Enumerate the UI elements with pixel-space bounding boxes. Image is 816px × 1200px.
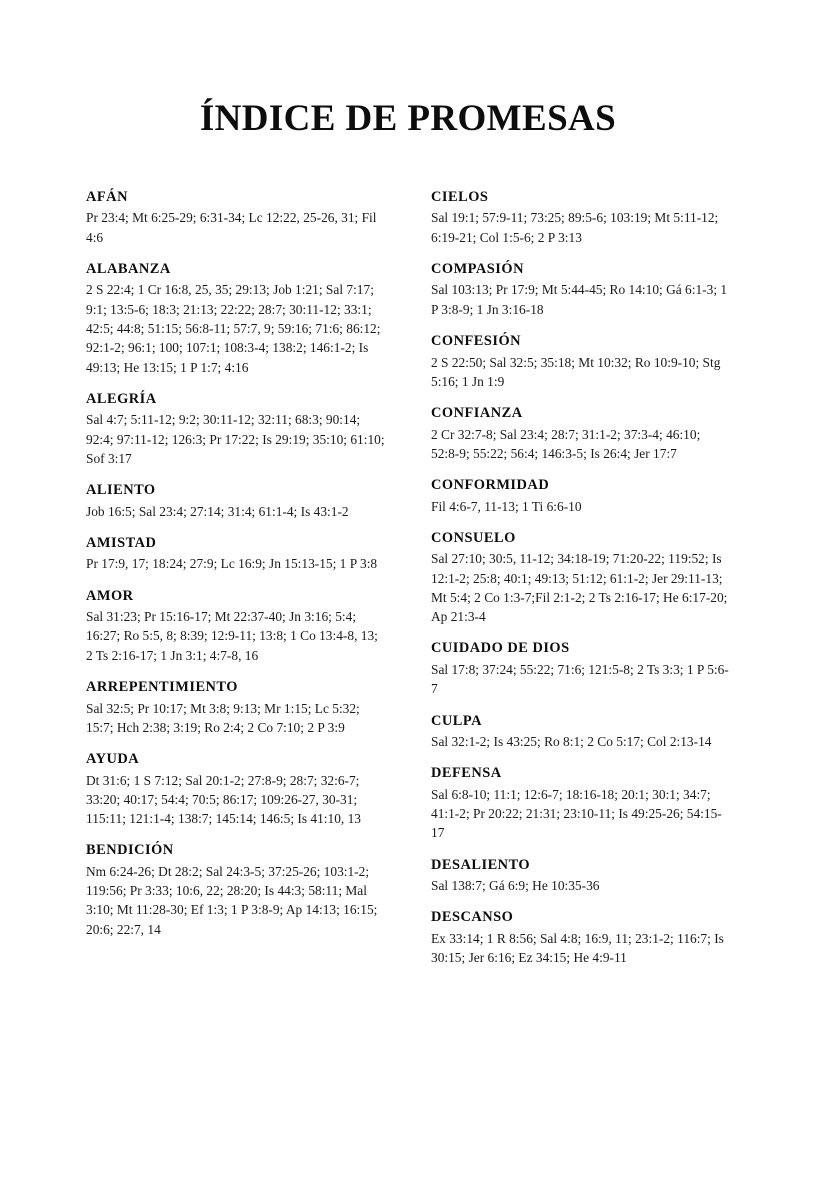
entry-term: CONFIANZA [431, 405, 523, 422]
entry-references: Fil 4:6-7, 11-13; 1 Ti 6:6-10 [431, 498, 582, 514]
entry-term: AMOR [86, 587, 134, 604]
entry-references: 2 S 22:50; Sal 32:5; 35:18; Mt 10:32; Ro 10:9-10; Stg 5:16; 1 Jn 1:9 [431, 354, 721, 389]
entry-references: 2 Cr 32:7-8; Sal 23:4; 28:7; 31:1-2; 37:3-4; 46:10; 52:8-9; 55:22; 56:4; 146:3-5; Is 26:4; Jer 17:7 [431, 426, 701, 461]
entry-term: CONFESIÓN [431, 333, 522, 350]
entry-references: Sal 6:8-10; 11:1; 12:6-7; 18:16-18; 20:1; 30:1; 34:7; 41:1-2; Pr 20:22; 21:31; 23:10-11; Is 49:25-26; 54:15-17 [431, 786, 722, 841]
index-entry [431, 908, 730, 967]
index-entry [431, 856, 730, 896]
entry-term: ALIENTO [86, 482, 156, 499]
index-column-right [431, 188, 730, 967]
entry-references: Sal 31:23; Pr 15:16-17; Mt 22:37-40; Jn 3:16; 5:4; 16:27; Ro 5:5, 8; 8:39; 12:9-11; 13:8; 1 Co 13:4-8, 13; 2 Ts 2:16-17; 1 Jn 3:1; 4:7-8, 16 [86, 609, 378, 663]
index-entry [431, 188, 730, 247]
index-entry [431, 712, 730, 752]
page-title: ÍNDICE DE PROMESAS [199, 97, 617, 139]
entry-references: Sal 138:7; Gá 6:9; He 10:35-36 [431, 878, 600, 894]
index-entry [86, 188, 385, 247]
index-entry [431, 404, 730, 463]
entry-term: DESALIENTO [431, 856, 531, 873]
index-entry [86, 841, 385, 939]
index-entry [431, 764, 730, 842]
entry-references: Pr 17:9, 17; 18:24; 27:9; Lc 16:9; Jn 15:13-15; 1 P 3:8 [86, 556, 378, 572]
index-entry [86, 481, 385, 521]
index-entry [431, 260, 730, 319]
entry-term: AMISTAD [86, 535, 157, 552]
index-entry [431, 529, 730, 627]
index-entry [86, 260, 385, 377]
entry-references: Sal 17:8; 37:24; 55:22; 71:6; 121:5-8; 2 Ts 3:3; 1 P 5:6-7 [431, 661, 729, 697]
index-entry [86, 587, 385, 665]
entry-term: AYUDA [86, 751, 140, 768]
entry-term: CONSUELO [431, 529, 516, 546]
entry-term: COMPASIÓN [431, 261, 524, 278]
entry-references: Sal 32:5; Pr 10:17; Mt 3:8; 9:13; Mr 1:15; Lc 5:32; 15:7; Hch 2:38; 3:19; Ro 2:4; 2 Co 7:10; 2 P 3:9 [86, 700, 360, 735]
index-entry [431, 476, 730, 516]
entry-references: Pr 23:4; Mt 6:25-29; 6:31-34; Lc 12:22, 25-26, 31; Fil 4:6 [86, 210, 377, 245]
index-entry [86, 534, 385, 574]
index-entry [431, 332, 730, 391]
index-entry [86, 678, 385, 737]
entry-references: Ex 33:14; 1 R 8:56; Sal 4:8; 16:9, 11; 23:1-2; 116:7; Is 30:15; Jer 6:16; Ez 34:15; He 4:9-11 [431, 930, 724, 966]
entry-references: Sal 103:13; Pr 17:9; Mt 5:44-45; Ro 14:10; Gá 6:1-3; 1 P 3:8-9; 1 Jn 3:16-18 [431, 282, 728, 317]
entry-term: CUIDADO DE DIOS [431, 640, 570, 657]
entry-references: 2 S 22:4; 1 Cr 16:8, 25, 35; 29:13; Job 1:21; Sal 7:17; 9:1; 13:5-6; 18:3; 21:13; 22:22; 28:7; 30:11-12; 33:1; 42:5; 44:8; 51:15; 56:8-11; 57:7, 9; 59:16; 71:6; 86:12; 92:1-2; 96:1; 100; 107:1; 108:3-4; 138:2; 146:1-2; Is 49:13; He 13:15; 1 P 1:7; 4:16 [86, 282, 381, 375]
entry-term: ALABANZA [86, 261, 171, 278]
entry-references: Sal 19:1; 57:9-11; 73:25; 89:5-6; 103:19; Mt 5:11-12; 6:19-21; Col 1:5-6; 2 P 3:13 [431, 210, 719, 245]
entry-references: Sal 4:7; 5:11-12; 9:2; 30:11-12; 32:11; 68:3; 90:14; 92:4; 97:11-12; 126:3; Pr 17:22; Is 29:19; 35:10; 61:10; Sof 3:17 [86, 412, 385, 466]
entry-term: CONFORMIDAD [431, 477, 550, 494]
entry-references: Job 16:5; Sal 23:4; 27:14; 31:4; 61:1-4; Is 43:1-2 [86, 503, 349, 519]
entry-references: Nm 6:24-26; Dt 28:2; Sal 24:3-5; 37:25-26; 103:1-2; 119:56; Pr 3:33; 10:6, 22; 28:20; Is 44:3; 58:11; Mal 3:10; Mt 11:28-30; Ef 1:3; 1 P 3:8-9; Ap 14:13; 16:15; 20:6; 22:7, 14 [86, 863, 378, 937]
index-entry [431, 639, 730, 698]
entry-term: ARREPENTIMIENTO [86, 679, 238, 696]
index-entry [86, 390, 385, 468]
entry-references: Sal 32:1-2; Is 43:25; Ro 8:1; 2 Co 5:17; Col 2:13-14 [431, 733, 712, 749]
entry-term: AFÁN [86, 189, 128, 205]
entry-term: BENDICIÓN [86, 842, 174, 859]
entry-references: Dt 31:6; 1 S 7:12; Sal 20:1-2; 27:8-9; 28:7; 32:6-7; 33:20; 40:17; 54:4; 70:5; 86:17; 109:26-27, 30-31; 115:11; 121:1-4; 138:7; 145:14; 146:5; Is 41:10, 13 [86, 772, 362, 827]
entry-term: ALEGRÍA [86, 390, 157, 407]
entry-term: CIELOS [431, 189, 489, 205]
entry-references: Sal 27:10; 30:5, 11-12; 34:18-19; 71:20-22; 119:52; Is 12:1-2; 25:8; 40:1; 49:13; 51:12; 61:1-2; Jer 29:11-13; Mt 5:4; 2 Co 1:3-7;Fil 2:1-2; 2 Ts 2:16-17; He 6:17-20; Ap 21:3-4 [431, 551, 728, 625]
index-column-left [86, 188, 385, 939]
entry-term: CULPA [431, 712, 482, 729]
entry-term: DEFENSA [431, 765, 502, 782]
entry-term: DESCANSO [431, 909, 514, 926]
index-columns [86, 188, 730, 967]
index-entry [86, 750, 385, 828]
